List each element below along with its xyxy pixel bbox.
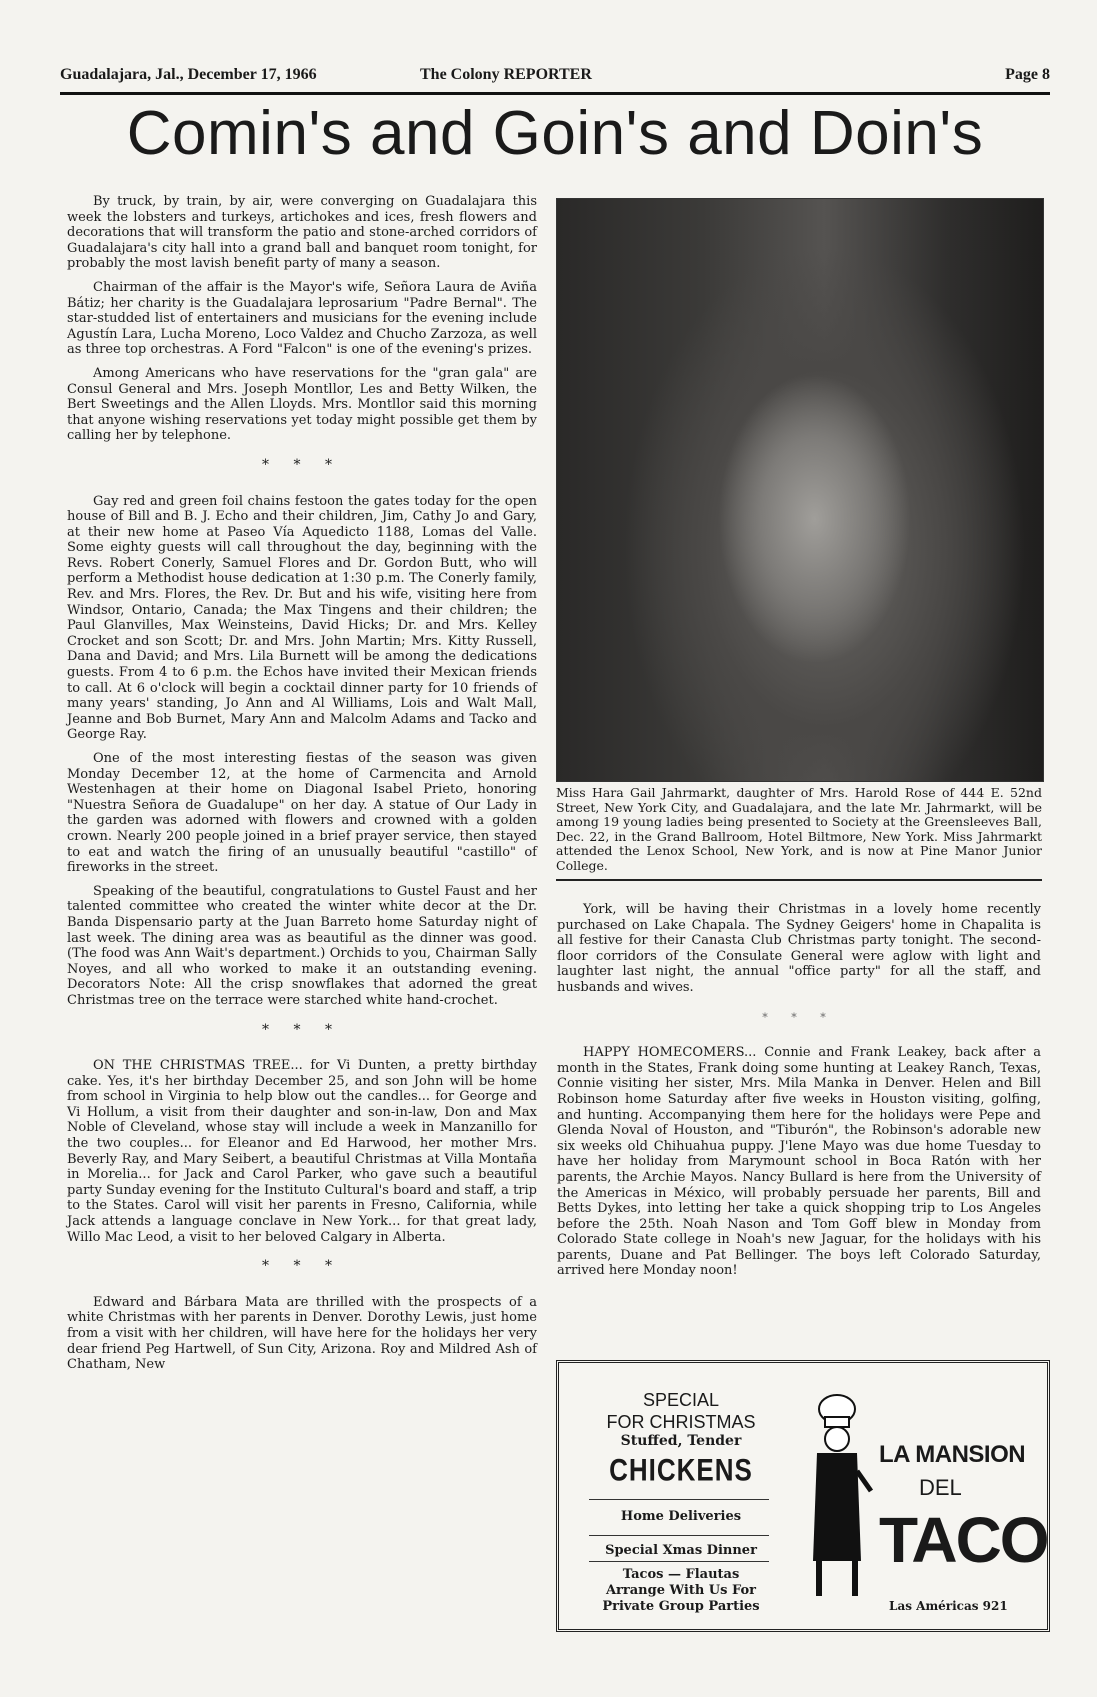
left-column bbox=[67, 194, 537, 1381]
ad-tacos bbox=[581, 1567, 781, 1615]
ad-chickens: CHICKENS bbox=[609, 1451, 753, 1488]
ad-brand: DEL bbox=[919, 1475, 962, 1500]
ad-rule bbox=[589, 1535, 769, 1536]
right-column bbox=[557, 902, 1041, 1287]
ad-brand-logo: TACO bbox=[879, 1504, 1048, 1576]
ad-rule bbox=[589, 1499, 769, 1500]
ad-tacos-line: Tacos — Flautas bbox=[622, 1567, 740, 1582]
article-paragraph: ON THE CHRISTMAS TREE... for Vi Dunten, a pretty birthday cake. Yes, it's her birthday December 25, and son John will be home from school in Virginia to help blow out the candles... for George and Vi Hollum, a visit from their daughter and son-in-law, Don and Max Noble of Cleveland, whose stay will include a week in Manzanillo for the two couples... for Eleanor and Ed Harwood, her mother Mrs. Beverly Ray, and Mary Seibert, a beautiful Christmas at Villa Montaña in Morelia... for Jack and Carol Parker, who gave such a beautiful party Sunday evening for the Instituto Cultural's board and staff, a trip to the States. Carol will visit her parents in Fresno, California, while Jack attends a language conclave in New York... for that great lady, Willo Mac Leod, a visit to her beloved Calgary in Alberta. bbox=[67, 1058, 537, 1245]
article-paragraph: Among Americans who have reservations for the "gran gala" are Consul General and Mrs. Joseph Montllor, Les and Betty Wilken, the Bert Sweetings and the Allen Lloyds. Mrs. Montllor said this morning that anyone wishing reservations yet today might possible get them by calling her by telephone. bbox=[67, 365, 537, 444]
ad-special-line: FOR CHRISTMAS bbox=[606, 1412, 756, 1432]
article-paragraph: One of the most interesting fiestas of the season was given Monday December 12, at the home of Carmencita and Arnold Westenhagen at their home on Diagonal Isabel Prieto, honoring "Nuestra Señora de Guadalupe" on her day. A statue of Our Lady in the garden was adorned with flowers and crowned with a golden crown. Nearly 200 people joined in a brief prayer service, then stayed to eat and watch the firing of an unusually beautiful "castillo" of fireworks in the street. bbox=[67, 751, 537, 876]
ad-tacos-line: Arrange With Us For bbox=[605, 1583, 757, 1598]
section-divider: * * * bbox=[262, 456, 342, 473]
dateline: Guadalajara, Jal., December 17, 1966 bbox=[60, 66, 317, 83]
ad-special bbox=[581, 1389, 781, 1433]
paper-name: The Colony REPORTER bbox=[420, 66, 592, 83]
ad-special-line: SPECIAL bbox=[642, 1390, 720, 1410]
taco-advertisement bbox=[556, 1360, 1050, 1632]
ad-stuffed: Stuffed, Tender bbox=[620, 1433, 742, 1449]
section-divider: * * * bbox=[262, 1258, 342, 1275]
ad-xmas-dinner: Special Xmas Dinner bbox=[605, 1543, 757, 1558]
ad-address: Las Américas 921 bbox=[889, 1599, 1008, 1613]
headline: Comin's and Goin's and Doin's bbox=[126, 99, 984, 168]
article-paragraph: Edward and Bárbara Mata are thrilled with the prospects of a white Christmas with her parents in Denver. Dorothy Lewis, just home from a visit with her children, will have here for the holidays her very dear friend Peg Hartwell, of Sun City, Arizona. Roy and Mildred Ash of Chatham, New bbox=[67, 1294, 537, 1373]
section-divider: * * * bbox=[762, 1010, 836, 1024]
section-divider: * * * bbox=[262, 1021, 342, 1038]
ad-tacos-line: Private Group Parties bbox=[602, 1599, 760, 1614]
portrait-photo bbox=[556, 198, 1044, 782]
masthead bbox=[60, 62, 1050, 95]
ad-rule bbox=[589, 1561, 769, 1562]
article-paragraph: Chairman of the affair is the Mayor's wife, Señora Laura de Aviña Bátiz; her charity is the Guadalajara leprosarium "Padre Bernal". The star-studded list of entertainers and musicians for the evening include Agustín Lara, Lucha Moreno, Loco Valdez and Chucho Zarzoza, as well as three top orchestras. A Ford "Falcon" is one of the evening's prizes. bbox=[67, 279, 537, 358]
article-paragraph: Gay red and green foil chains festoon the gates today for the open house of Bill and B. J. Echo and their children, Jim, Cathy Jo and Gary, at their new home at Paseo Vía Aquedicto 1188, Lomas del Valle. Some eighty guests will call throughout the day, beginning with the Revs. Robert Conerly, Samuel Flores and Dr. Gordon Butt, who will perform a Methodist house dedication at 1:30 p.m. The Conerly family, Rev. and Mrs. Flores, the Rev. Dr. But and his wife, visiting here from Windsor, Ontario, Canada; the Max Tingens and their children; the Paul Glanvilles, Max Weinsteins, David Hicks; Dr. and Mrs. Kelley Crocket and son Scott; Dr. and Mrs. John Martin; Mrs. Kitty Russell, Dana and David; and Mrs. Lila Burnett will be among the dedications guests. From 4 to 6 p.m. the Echos have invited their Mexican friends to call. At 6 o'clock will begin a cocktail dinner party for 10 friends of many years' standing, Jo Ann and Al Williams, Lois and Walt Mall, Jeanne and Bob Burnet, Mary Ann and Malcolm Adams and Tacko and George Ray. bbox=[67, 493, 537, 743]
chef-icon bbox=[797, 1391, 877, 1601]
article-paragraph: By truck, by train, by air, were converging on Guadalajara this week the lobsters and turkeys, artichokes and ices, fresh flowers and decorations that will transform the patio and stone-arched corridors of Guadalajara's city hall into a grand ball and banquet room tonight, for probably the most lavish benefit party of many a season. bbox=[67, 194, 537, 272]
photo-caption: Miss Hara Gail Jahrmarkt, daughter of Mrs. Harold Rose of 444 E. 52nd Street, New York City, and Guadalajara, and the late Mr. Jahrmarkt, will be among 19 young ladies being presented to Society at the Greensleeves Ball, Dec. 22, in the Grand Ballroom, Hotel Biltmore, New York. Miss Jahrmarkt attended the Lenox School, New York, and is now at Pine Manor Junior College. bbox=[556, 786, 1042, 881]
ad-deliveries: Home Deliveries bbox=[620, 1509, 742, 1524]
ad-brand: LA MANSION bbox=[879, 1441, 1026, 1468]
page-number: Page 8 bbox=[1005, 66, 1050, 83]
article-paragraph: York, will be having their Christmas in a lovely home recently purchased on Lake Chapala. The Sydney Geigers' home in Chapalita is all festive for their Canasta Club Christmas party tonight. The second-floor corridors of the Consulate General were aglow with light and laughter last night, the annual "office party" for all the staff, and husbands and wives. bbox=[557, 902, 1041, 995]
article-paragraph: Speaking of the beautiful, congratulations to Gustel Faust and her talented committee who created the winter white decor at the Dr. Banda Dispensario party at the Juan Barreto home Saturday night of last week. The dining area was as beautiful as the dinner was good. (The food was Ann Wait's department.) Orchids to you, Chairman Sally Noyes, and all who worked to make it an outstanding evening. Decorators Note: All the crisp snowflakes that adorned the great Christmas tree on the terrace were starched white hand-crochet. bbox=[67, 883, 537, 1008]
article-paragraph: HAPPY HOMECOMERS... Connie and Frank Leakey, back after a month in the States, Frank doing some hunting at Leakey Ranch, Texas, Connie visiting her sister, Mrs. Mila Manka in Denver. Helen and Bill Robinson home Saturday after five weeks in Houston visiting, golfing, and hunting. Accompanying them here for the holidays were Pepe and Glenda Noval of Houston, and "Tiburón", the Robinson's adorable new six weeks old Chihuahua puppy. J'lene Mayo was due home Tuesday to have her holiday from Marymount school in Boca Ratón with her parents, the Archie Mayos. Nancy Bullard is here from the University of the Americas in México, will probably persuade her parents, Bill and Betts Dykes, into letting her take a quick shopping trip to Los Angeles before the 25th. Noah Nason and Tom Goff blew in Monday from Colorado State college in Noah's new Jaguar, for the holidays with his parents, Duane and Pat Bellinger. The boys left Colorado Saturday, arrived here Monday noon! bbox=[557, 1045, 1041, 1279]
